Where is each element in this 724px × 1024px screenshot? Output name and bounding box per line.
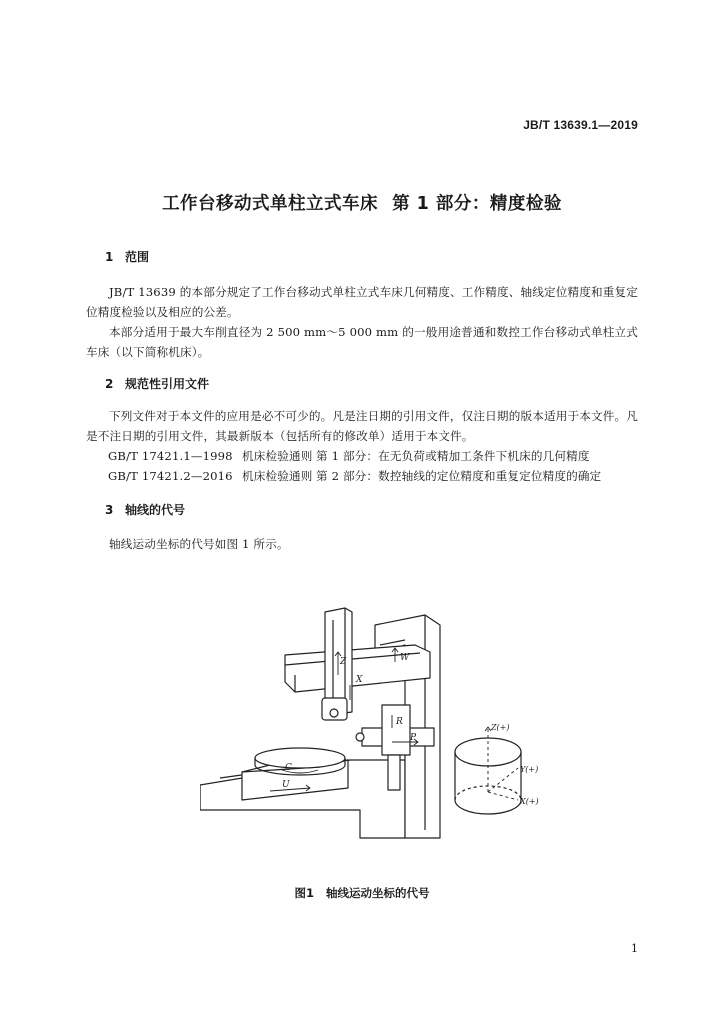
reference-item-1 [108, 448, 590, 464]
title-main: 工作台移动式单柱立式车床 [162, 194, 379, 214]
reference-item-2 [108, 468, 601, 484]
coordinate-system [455, 727, 521, 814]
label-z: Z [340, 657, 347, 667]
standard-code: JB/T 13639.1—2019 [523, 118, 638, 132]
section-number: 3 [105, 503, 114, 517]
label-x-plus: X(+) [520, 797, 539, 806]
section-number: 2 [105, 377, 114, 391]
reference-name: 机床检验通则 [242, 449, 313, 463]
section-3-paragraph-1: 轴线运动坐标的代号如图 1 所示。 [109, 537, 289, 551]
label-r: R [396, 717, 403, 727]
page-number: 1 [631, 942, 638, 955]
section-3-heading [105, 501, 185, 518]
section-1-paragraph-1: JB/T 13639 的本部分规定了工作台移动式单柱立式车床几何精度、工作精度、轴线定位精度和重复定位精度检验以及相应的公差。 [86, 285, 638, 319]
label-y-plus: Y(+) [520, 765, 539, 774]
section-title: 规范性引用文件 [125, 377, 210, 391]
document-title [0, 190, 724, 215]
figure-number: 图1 [294, 886, 314, 900]
section-2-paragraph-1: 下列文件对于本文件的应用是必不可少的。凡是注日期的引用文件，仅注日期的版本适用于本文件。凡是不注日期的引用文件，其最新版本（包括所有的修改单）适用于本文件。 [86, 409, 638, 443]
reference-code: GB/T 17421.2—2016 [108, 469, 233, 483]
section-title: 范围 [125, 250, 150, 264]
section-1-paragraph-2: 本部分适用于最大车削直径为 2 500 mm～5 000 mm 的一般用途普通和数控工作台移动式单柱立式车床（以下简称机床）。 [86, 325, 638, 359]
title-part: 第 1 部分：精度检验 [392, 194, 562, 214]
label-u: U [282, 780, 290, 790]
section-title: 轴线的代号 [125, 503, 186, 517]
reference-part: 第 1 部分：在无负荷或精加工条件下机床的几何精度 [316, 449, 590, 463]
label-z-plus: Z(+) [491, 723, 510, 732]
axis-diagram [200, 600, 550, 875]
reference-name: 机床检验通则 [242, 469, 313, 483]
vertical-ram [322, 608, 352, 720]
label-c: C [285, 763, 292, 773]
label-w: W [400, 653, 410, 663]
section-2-heading [105, 375, 209, 392]
label-p: P [410, 733, 417, 743]
reference-part: 第 2 部分：数控轴线的定位精度和重复定位精度的确定 [316, 469, 602, 483]
reference-code: GB/T 17421.1—1998 [108, 449, 233, 463]
label-x: X [356, 675, 363, 685]
figure-title: 轴线运动坐标的代号 [326, 886, 430, 900]
figure-caption [0, 885, 724, 901]
section-1-heading [105, 248, 149, 265]
section-number: 1 [105, 250, 114, 264]
